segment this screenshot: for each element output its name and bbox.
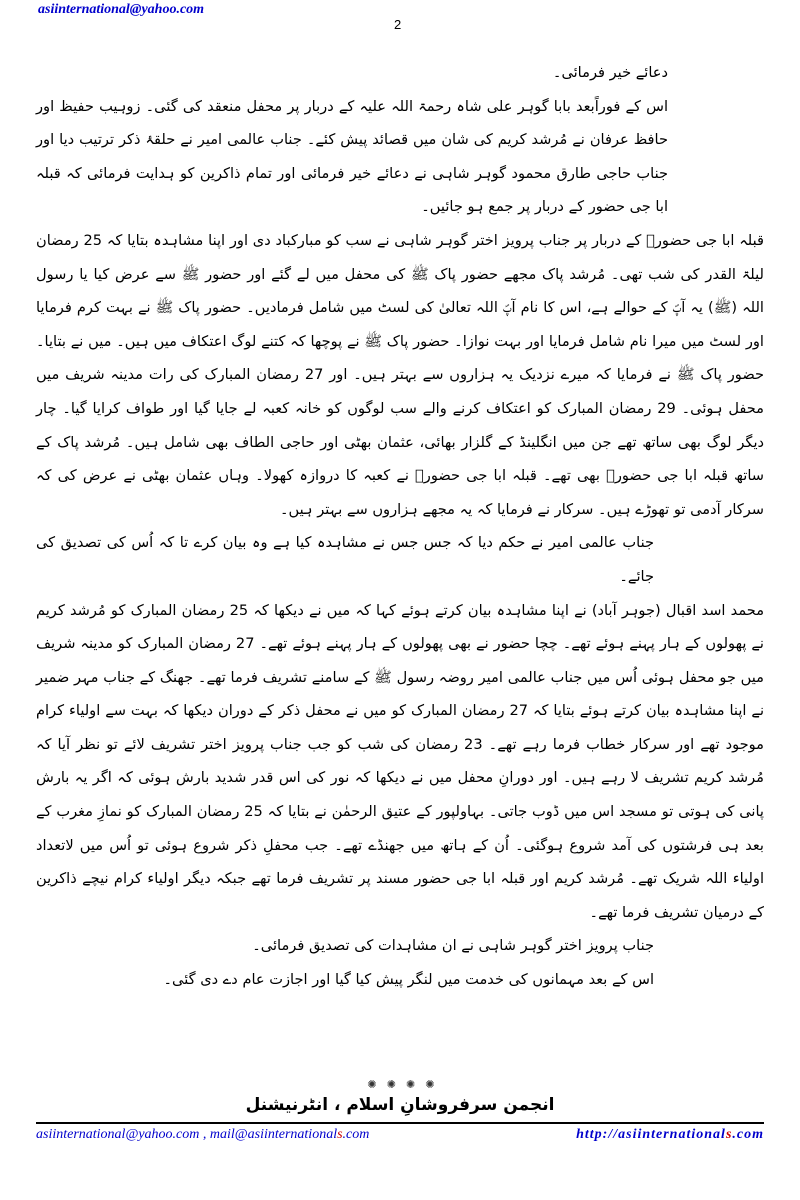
footer-url-text[interactable]: http://asiinternational	[576, 1127, 726, 1142]
star-ornament-icon: ✺	[425, 1077, 435, 1091]
separator-ornament	[366, 1078, 436, 1090]
footer-emails[interactable]	[36, 1127, 369, 1143]
paragraph-confirmation: جناب پرویز اختر گوہر شاہی نے ان مشاہدات کی تصدیق فرمائی۔	[252, 937, 654, 955]
paragraph-shrine-gathering: اس کے فوراًبعد بابا گوہر علی شاہ رحمۃ اللہ علیہ کے دربار پر محفل منعقد کی گئی۔ زوہیب حفیظ اور حافظ عرفان نے مُرشد کریم کی شان میں قصائد پیش کئے۔ جناب عالمی امیر نے حلقۂ ذکر ترتیب دیا اور جناب حاجی طارق محمود گوہر شاہی نے دعائے خیر فرمائی اور تمام ذاکرین کو ہدایت فرمائی کہ قبلہ ابا جی حضور کے دربار پر جمع ہو جائیں۔	[36, 97, 668, 216]
footer-website-link[interactable]	[576, 1127, 764, 1143]
page-number: 2	[394, 17, 402, 32]
paragraph-langar: اس کے بعد مہمانوں کی خدمت میں لنگر پیش کیا گیا اور اجازت عام دے دی گئی۔	[163, 971, 654, 989]
star-ornament-icon: ✺	[406, 1077, 416, 1091]
article-body	[36, 56, 764, 997]
footer-url-suffix: .com	[732, 1127, 764, 1142]
paragraph-closing-prayer: دعائے خیر فرمائی۔	[552, 64, 668, 81]
paragraph-aalmi-ameer-order: جناب عالمی امیر نے حکم دیا کہ جس جس نے مشاہدہ کیا ہے وہ بیان کرے تا کہ اُس کی تصدیق کی جائے۔	[36, 534, 654, 585]
footer-emails-accent: s	[337, 1127, 343, 1142]
footer-emails-text[interactable]: asiinternational@yahoo.com , mail@asiinternational	[36, 1127, 338, 1142]
paragraph-observations: محمد اسد اقبال (جوہر آباد) نے اپنا مشاہدہ بیان کرتے ہوئے کہا کہ میں نے دیکھا کہ 25 رمضان المبارک کو مُرشد کریم نے پھولوں کے ہار پہنے ہوئے تھے۔ چچا حضور نے بھی پھولوں کے ہار پہنے ہوئے تھے۔ 27 رمضان المبارک کو مدینہ شریف میں جو محفل ہوئی اُس میں جناب عالمی امیر روضہ رسول ﷺ کے سامنے تشریف فرما تھے۔ جھنگ کے جناب مہر ضمیر نے اپنا مشاہدہ بیان کرتے ہوئے بتایا کہ 27 رمضان المبارک کو میں نے محفل ذکر کے دوران دیکھا کہ بہت سے اولیاء کرام موجود تھے اور سرکار خطاب فرما رہے تھے۔ 23 رمضان کی شب کو جب جناب پرویز اختر تشریف لائے تو نظر آیا کہ مُرشد کریم تشریف لا رہے ہیں۔ اور دورانِ محفل میں نے دیکھا کہ نور کی اس قدر شدید بارش ہوئی کہ اگر یہ بارش پانی کی ہوتی تو مسجد اس میں ڈوب جاتی۔ بہاولپور کے عتیق الرحمٰن نے بتایا کہ 25 رمضان المبارک کو نمازِ مغرب کے بعد ہی فرشتوں کی آمد شروع ہوگئی۔ اُن کے ہاتھ میں جھنڈے تھے۔ جب محفلِ ذکر شروع ہوئی تو اُس میں لاتعداد اولیاء اللہ شریک تھے۔ مُرشد کریم اور قبلہ ابا جی حضور مسند پر تشریف فرما تھے جبکہ دیگر اولیاء کرام نیچے ذاکرین کے درمیان تشریف فرما تھے۔	[36, 601, 765, 921]
organization-name: انجمن سرفروشانِ اسلام ، انٹرنیشنل	[245, 1095, 555, 1115]
footer-emails-suffix: .com	[342, 1127, 370, 1142]
star-ornament-icon: ✺	[386, 1077, 396, 1091]
star-ornament-icon: ✺	[367, 1077, 377, 1091]
header-email[interactable]: asiinternational@yahoo.com	[38, 2, 205, 17]
footer-url-accent: s	[725, 1127, 733, 1142]
paragraph-parvez-akhtar: قبلہ ابا جی حضورؒ کے دربار پر جناب پرویز اختر گوہر شاہی نے سب کو مبارکباد دی اور اپنا مشاہدہ بتایا کہ 25 رمضان لیلۃ القدر کی شب تھی۔ مُرشد پاک مجھے حضور پاک ﷺ کی محفل میں لے گئے اور حضور ﷺ سے عرض کیا یا رسول اللہ (ﷺ) یہ آپؐ کے حوالے ہے، اس کا نام آپؐ اللہ تعالیٰ کی لسٹ میں شامل فرمادیں۔ حضور پاک ﷺ نے بہت کرم فرمایا اور لسٹ میں میرا نام شامل فرمایا اور بہت نوازا۔ حضور پاک ﷺ نے پوچھا کہ کتنے لوگ اعتکاف میں ہیں۔ میں نے بتایا۔ حضور پاک ﷺ نے فرمایا کہ میرے نزدیک یہ ہزاروں سے بہتر ہیں۔ اور 27 رمضان المبارک کی رات مدینہ شریف میں محفل ہوئی۔ 29 رمضان المبارک کو اعتکاف کرنے والے سب لوگوں کو خانہ کعبہ لے جایا گیا اور طواف کرایا گیا۔ چار دیگر لوگ بھی ساتھ تھے جن میں انگلینڈ کے گلزار بھائی، عثمان بھٹی اور حاجی الطاف بھی شامل ہیں۔ مُرشد پاک کے ساتھ قبلہ ابا جی حضورؒ بھی تھے۔ قبلہ ابا جی حضورؒ نے کعبہ کا دروازہ کھولا۔ وہاں عثمان بھٹی نے عرض کی کہ سرکار آدمی تو تھوڑے ہیں۔ سرکار نے فرمایا کہ یہ مجھے ہزاروں سے بہتر ہیں۔	[36, 231, 765, 518]
footer-divider	[36, 1122, 764, 1124]
